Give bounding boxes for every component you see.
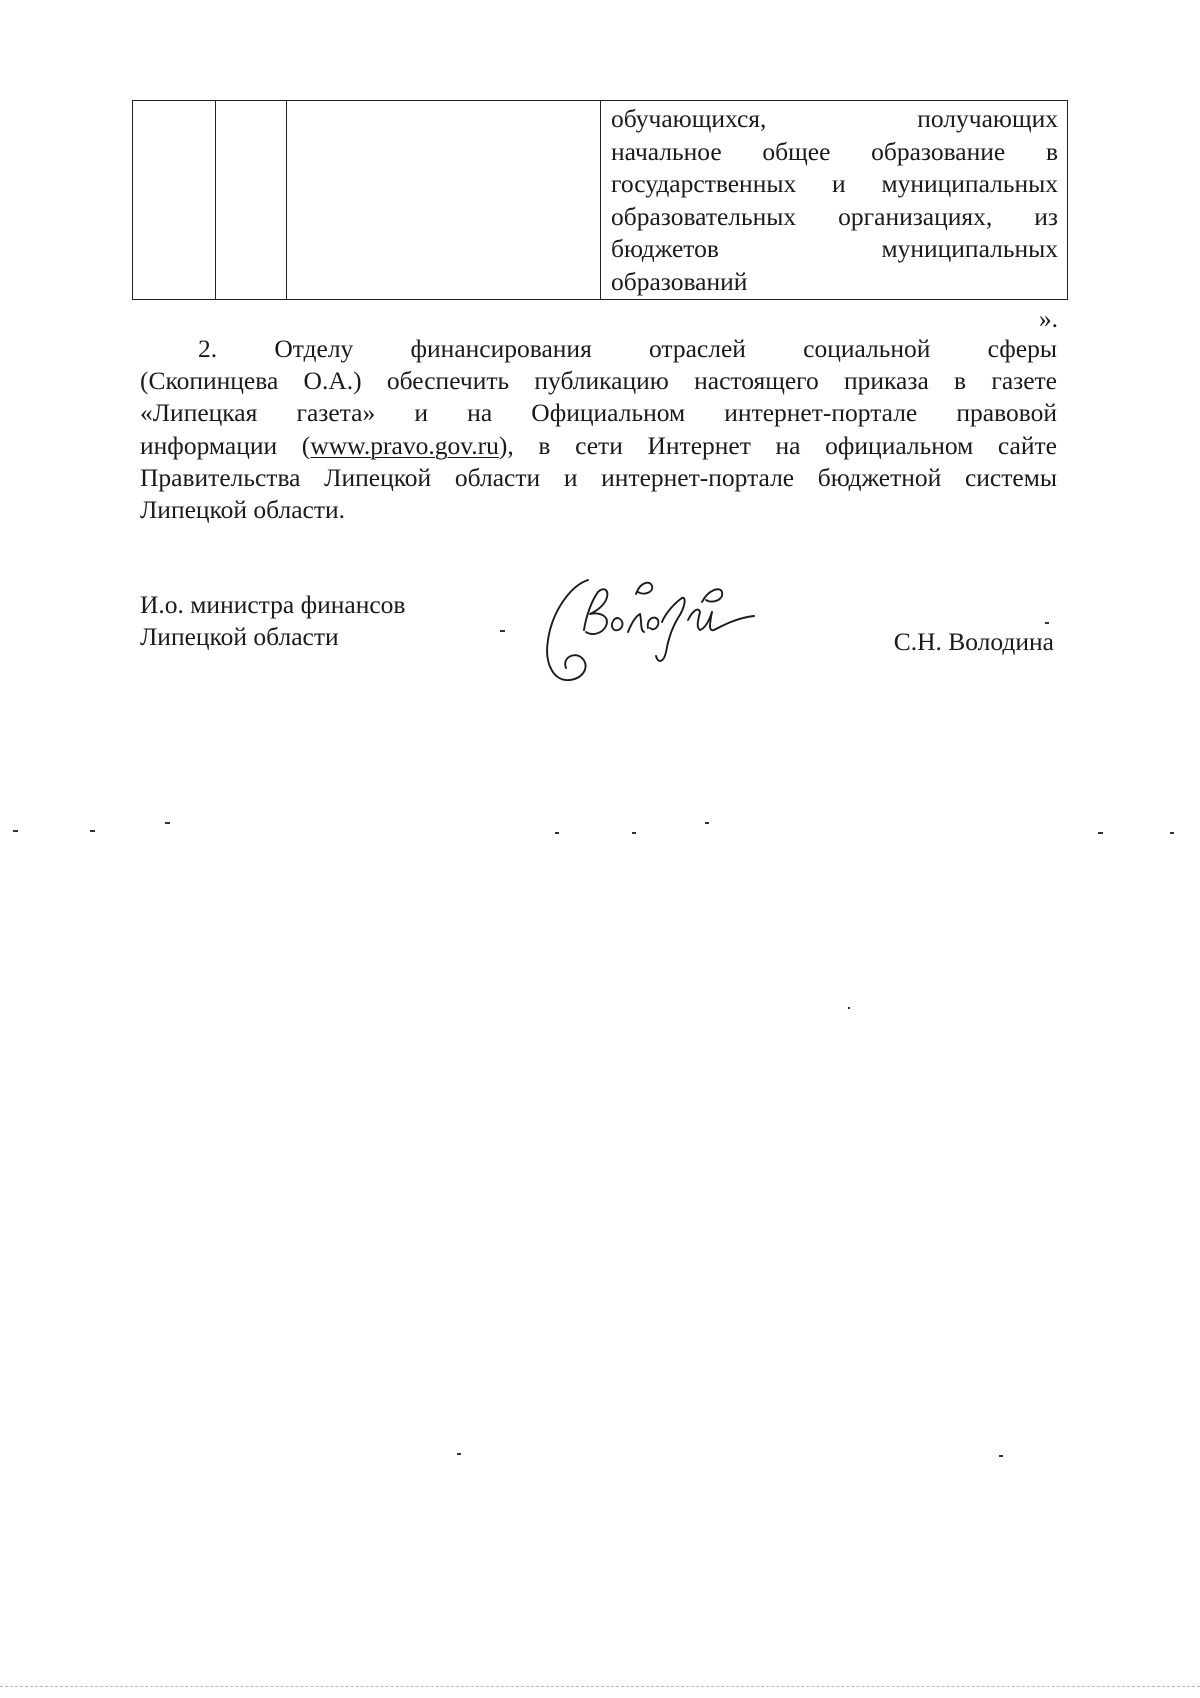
paragraph-line: (Скопинцева О.А.) обеспечить публикацию настоящего приказа в газете: [140, 366, 1057, 396]
description-line: бюджетов муниципальных: [611, 234, 1058, 264]
closing-quote: ».: [1038, 304, 1058, 333]
description-line: образовательных организациях, из: [611, 201, 1058, 231]
description-text: [601, 101, 1067, 299]
handwritten-signature: [540, 572, 800, 692]
paragraph-text: ), в сети Интернет на официальном сайте: [498, 430, 1057, 460]
paragraph-text: информации (: [140, 430, 311, 460]
table-row: [133, 101, 1068, 300]
signatory-position: [140, 589, 405, 653]
table-cell-number: [133, 101, 216, 300]
paragraph-line-with-link: [140, 430, 1057, 462]
signer-name: С.Н. Володина: [893, 627, 1054, 656]
continuation-table: [132, 100, 1068, 300]
position-line: И.о. министра финансов: [140, 590, 406, 619]
description-line: государственных и муниципальных: [611, 169, 1058, 199]
description-line: обучающихся, получающих: [611, 104, 1058, 133]
description-line: начальное общее образование в: [611, 136, 1058, 166]
paragraph-2: [140, 333, 1057, 526]
paragraph-line: Правительства Липецкой области и интернет-портале бюджетной системы: [140, 462, 1057, 492]
paragraph-line: Липецкой области.: [140, 495, 346, 525]
svg-text:Володина: Володина: [540, 572, 545, 573]
description-line: образований: [611, 266, 748, 296]
scan-edge: [0, 1686, 1200, 1687]
position-line: Липецкой области: [140, 622, 339, 651]
table-cell-code-2: [287, 101, 601, 300]
pravo-link[interactable]: www.pravo.gov.ru: [310, 430, 499, 460]
paragraph-line: «Липецкая газета» и на Официальном интернет-портале правовой: [140, 398, 1057, 428]
table-cell-code: [216, 101, 287, 300]
table-cell-description: [601, 101, 1068, 300]
paragraph-line: 2. Отделу финансирования отраслей социальной сферы: [198, 334, 1057, 363]
